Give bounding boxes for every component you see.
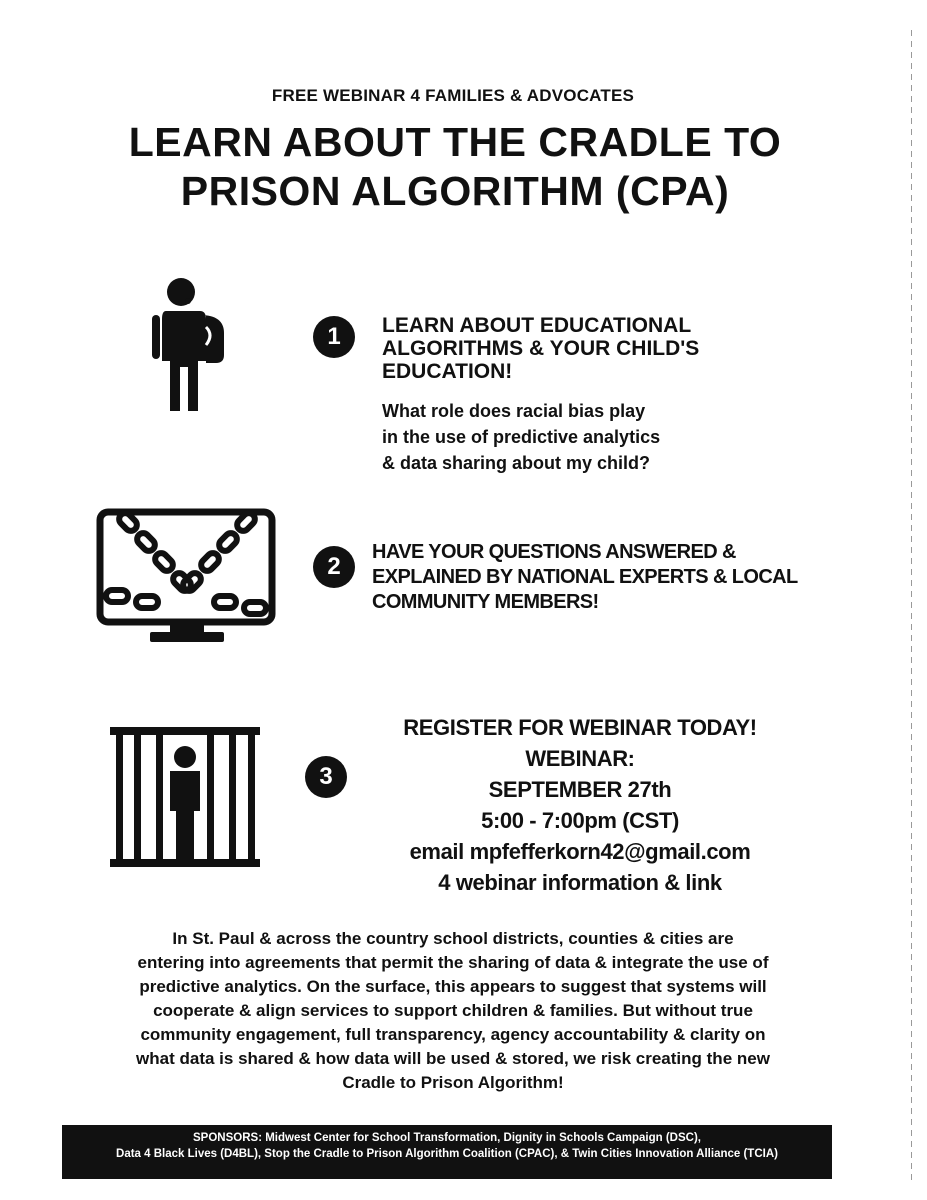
- student-with-backpack-icon: [148, 275, 228, 417]
- paragraph-line: what data is shared & how data will be used & stored, we risk creating the new: [136, 1049, 770, 1068]
- contact-email[interactable]: email mpfefferkorn42@gmail.com: [409, 839, 751, 864]
- step-1-title-line: EDUCATION!: [382, 360, 513, 383]
- sponsors-bar: [62, 1125, 832, 1179]
- paragraph-line: predictive analytics. On the surface, this appears to suggest that systems will: [139, 977, 767, 996]
- step-2-title-line: EXPLAINED BY NATIONAL EXPERTS & LOCAL: [372, 566, 798, 588]
- step-1-question-line: What role does racial bias play: [382, 401, 646, 421]
- step-1-question-line: in the use of predictive analytics: [382, 427, 661, 447]
- person-behind-bars-icon: [110, 727, 262, 869]
- step-1-badge: 1: [313, 316, 355, 358]
- sponsors-line-1: SPONSORS: Midwest Center for School Transformation, Dignity in Schools Campaign (DSC),: [193, 1132, 701, 1144]
- step-1-title-line: LEARN ABOUT EDUCATIONAL: [382, 314, 692, 337]
- headline-line-2: PRISON ALGORITHM (CPA): [180, 168, 730, 214]
- register-callout: REGISTER FOR WEBINAR TODAY!: [403, 715, 757, 740]
- step-2-title: [372, 540, 842, 615]
- headline-line-1: LEARN ABOUT THE CRADLE TO: [128, 119, 782, 165]
- step-1-question: [382, 398, 782, 476]
- step-3-details: [360, 712, 800, 898]
- body-paragraph: [58, 927, 848, 1095]
- step-1-question-line: & data sharing about my child?: [382, 453, 651, 473]
- step-1-title-line: ALGORITHMS & YOUR CHILD'S: [382, 337, 700, 360]
- webinar-time: 5:00 - 7:00pm (CST): [481, 808, 679, 833]
- paragraph-line: Cradle to Prison Algorithm!: [342, 1073, 564, 1092]
- info-note: 4 webinar information & link: [438, 870, 722, 895]
- webinar-date: SEPTEMBER 27th: [488, 777, 672, 802]
- paragraph-line: entering into agreements that permit the sharing of data & integrate the use of: [137, 953, 769, 972]
- paragraph-line: In St. Paul & across the country school districts, counties & cities are: [172, 929, 734, 948]
- step-2-badge: 2: [313, 546, 355, 588]
- step-2-title-line: HAVE YOUR QUESTIONS ANSWERED &: [372, 541, 736, 563]
- flyer-headline: [60, 118, 850, 216]
- step-2-title-line: COMMUNITY MEMBERS!: [372, 591, 599, 613]
- step-1-title: [382, 314, 782, 383]
- sponsors-line-2: Data 4 Black Lives (D4BL), Stop the Cradle to Prison Algorithm Coalition (CPAC), & Twin Cities Innovation Alliance (TCIA): [116, 1148, 778, 1160]
- paragraph-line: community engagement, full transparency, agency accountability & clarity on: [140, 1025, 766, 1044]
- flyer-kicker: FREE WEBINAR 4 FAMILIES & ADVOCATES: [271, 86, 635, 105]
- chained-computer-monitor-icon: [96, 506, 278, 648]
- step-3-badge: 3: [305, 756, 347, 798]
- scan-edge-line: [911, 30, 912, 1180]
- webinar-label: WEBINAR:: [525, 746, 635, 771]
- paragraph-line: cooperate & align services to support children & families. But without true: [153, 1001, 753, 1020]
